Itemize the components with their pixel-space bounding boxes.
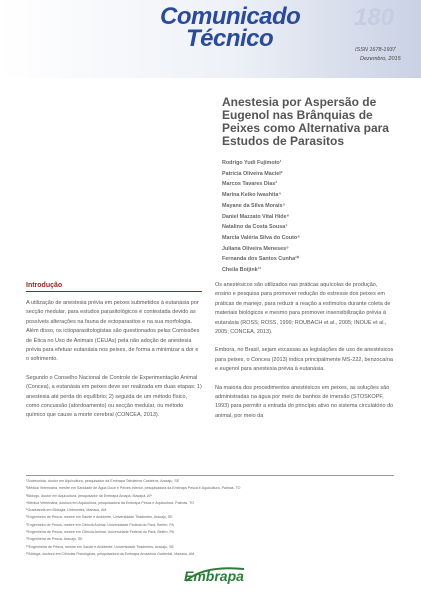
author: Patrícia Oliveira Maciel²	[222, 170, 283, 177]
author: Mayane da Silva Morais⁵	[222, 202, 286, 209]
body-column-right	[215, 281, 395, 430]
footnote: ⁸Engenheira de Pesca, mestre em Ciência Animal, Universidade Federal do Pará, Belém, PA	[26, 530, 175, 535]
author: Natalino da Costa Sousa⁷	[222, 224, 288, 231]
body-paragraph: Embora, no Brasil, sejam escassas as legislações de uso de anestésicos para peixes, o Concea (2013) indica principalmente MS-222, benzocaína e eugenol para anestesia prévia à eutanásia.	[215, 347, 394, 373]
embrapa-logo-text: Embrapa	[184, 568, 244, 584]
footnote: ³Biólogo, doutor em Aquicultura, pesquisador da Embrapa Amapá, Macapá, AP	[26, 493, 152, 498]
section-heading-introduction: Introdução	[26, 282, 63, 289]
footnote: ¹¹Bióloga, doutora em Ciências Fisiológicas, pesquisadora da Embrapa Amazônia Ocidental, Manaus, AM	[26, 551, 195, 556]
footnote: ⁴Médica Veterinária, doutora em Aquicultura, pesquisadora da Embrapa Pesca e Aquicultura, Palmas, TO	[26, 500, 195, 505]
author: Marcos Tavares Dias³	[222, 181, 278, 188]
series-title-line1: Comunicado	[160, 3, 301, 30]
publication-series-title	[160, 3, 301, 52]
footnote-divider	[26, 475, 394, 476]
body-paragraph: Segundo o Conselho Nacional de Controle de Experimentação Animal (Concea), a eutanásia em peixes deve ser realizada em duas etapas: 1) anestesia até perda do equilíbrio; 2) seguida de um método físico, como concussão (atordoamento) ou secção medular, ou método químico que cause a morte cerebral (CONCEA, 2013).	[26, 374, 202, 419]
issue-number: 180	[354, 4, 395, 31]
author: Fernanda dos Santos Cunha¹⁰	[222, 256, 300, 263]
body-paragraph: Os anestésicos são utilizados nas práticas aquícolas de produção, ensino e pesquisa para promover redução do estresse dos peixes em práticas de manejo, para reduzir a reação a estímulos durante coleta de materiais biológicos e mesmo para promover insensibilização prévia à eutanásia (ROSS; ROSS, 1999; ROUBACH et al., 2005; INOUE et al., 2005; CONCEA, 2013).	[215, 282, 391, 336]
body-paragraph: Na maioria dos procedimentos anestésicos em peixes, as soluções são administradas na água por meio de banhos de imersão (STOSKOPF, 1993) para permitir a entrada do princípio ativo no sistema circulatório do animal, por meio da	[215, 384, 394, 419]
footnote: ⁵Graduanda em Biologia, Unimontes, Manaus, AM	[26, 508, 107, 513]
footnote: ⁷Engenheiro de Pesca, mestre em Ciência Animal, Universidade Federal do Pará, Belém, PA	[26, 522, 174, 527]
section-rule-left	[26, 291, 202, 292]
footnote: ¹⁰Engenheira de Pesca, mestre em Saúde e Ambiente, Universidade Tiradentes, Aracaju, SE	[26, 544, 174, 549]
publication-date: Dezembro, 2015	[360, 56, 401, 62]
body-column-left	[26, 299, 202, 430]
author: Marcia Valéria Silva do Couto⁸	[222, 234, 300, 241]
footnote: ²Médica Veterinária, mestre em Sanidade de Água Doce e Peixes Interior, pesquisadora da Embrapa Pesca e Aquicultura, Palmas, TO	[26, 486, 241, 491]
author: Daniel Mazzato Vital Hide⁶	[222, 213, 290, 220]
author: Juliana Oliveira Meneses⁹	[222, 245, 289, 252]
footnote: ⁶Engenheiro de Pesca, mestre em Saúde e Ambiente, Universidade Tiradentes, Aracaju, SE	[26, 515, 173, 520]
footnote: ⁹Engenheira de Pesca, Aracaju, SE	[26, 537, 83, 542]
body-paragraph: A utilização de anestesia prévia em peixes submetidos à eutanásia por secção medular, para estudos parasitológicos é contestada devido as possíveis alterações na fauna de ectoparasitos e na sua morfologia. Além disso, os ictioparasitologistas são questionados pelas Comissões de Ética no Uso de Animais (CEUAs) pela não adoção de anestesia prévia para efetuar eutanásia nos peixes, de forma a minimizar a dor e o sofrimento.	[26, 300, 200, 363]
footnotes	[26, 478, 386, 558]
author: Cheila Boijink¹¹	[222, 267, 262, 274]
footnote: ¹Zootecnista, doutor em Aquicultura, pesquisador da Embrapa Tabuleiros Costeiros, Aracaju, SE	[26, 479, 180, 483]
author-list	[222, 158, 412, 276]
series-title-line2: Técnico	[186, 25, 274, 52]
author: Marina Keiko Iwashita⁴	[222, 192, 281, 199]
author: Rodrigo Yudi Fujimoto¹	[222, 160, 282, 166]
article-title: Anestesia por Aspersão de Eugenol nas Brânquias de Peixes como Alternativa para Estudos de Parasitos	[222, 95, 389, 148]
issn: ISSN 1678-1937	[355, 47, 396, 53]
